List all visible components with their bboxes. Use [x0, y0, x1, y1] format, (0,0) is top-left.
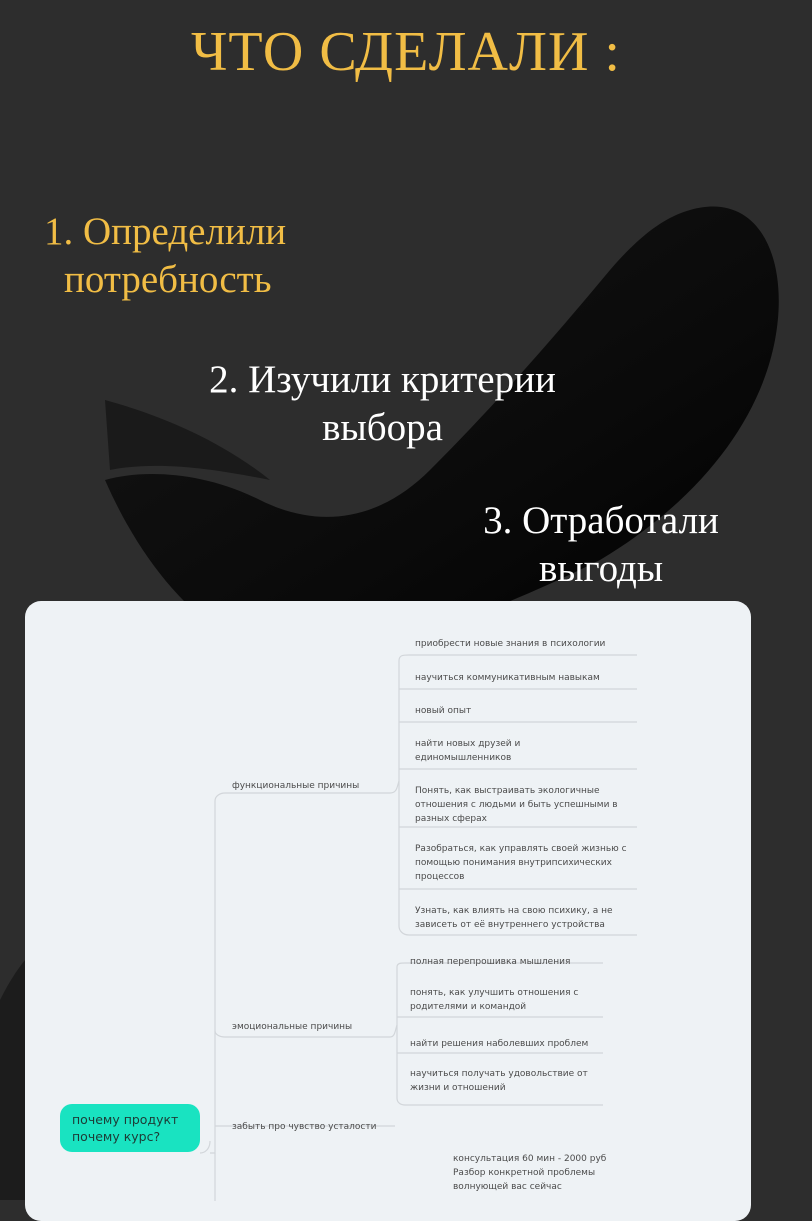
offer-note — [453, 1152, 643, 1194]
offer-line: консультация 60 мин - 2000 руб — [453, 1154, 607, 1164]
offer-line: волнующей вас сейчас — [453, 1182, 562, 1192]
root-line1: почему продукт — [72, 1112, 179, 1127]
step-2 — [170, 356, 595, 452]
step-1-line1: 1. Определили — [44, 210, 287, 253]
root-line2: почему курс? — [72, 1129, 161, 1144]
step-1-line2: потребность — [64, 258, 272, 301]
step-3-line2: выгоды — [538, 547, 664, 590]
leaf-item: новый опыт — [415, 706, 472, 716]
root-node — [60, 1104, 200, 1152]
branch-functional: функциональные причины — [232, 781, 360, 791]
leaf-item: научиться получать удовольствие от жизни и отношений — [410, 1069, 588, 1093]
step-3-line1: 3. Отработали — [483, 499, 719, 542]
branch-tiredness: забыть про чувство усталости — [232, 1122, 377, 1132]
step-2-line1: 2. Изучили критерии — [209, 358, 556, 401]
leaf-item: Понять, как выстраивать экологичные отношения с людьми и быть успешными в разных сферах — [415, 786, 618, 824]
offer-line: Разбор конкретной проблемы — [453, 1168, 596, 1178]
leaf-item: найти новых друзей и единомышленников — [415, 739, 521, 763]
leaf-item: понять, как улучшить отношения с родителями и командой — [410, 988, 579, 1012]
leaf-item: приобрести новые знания в психологии — [415, 639, 606, 649]
leaf-item: полная перепрошивка мышления — [410, 957, 571, 967]
mindmap-screenshot-card — [25, 601, 751, 1221]
step-2-line2: выбора — [322, 406, 443, 449]
leaf-item: научиться коммуникативным навыкам — [415, 673, 600, 683]
branch-emotional: эмоциональные причины — [232, 1022, 353, 1032]
step-3 — [465, 497, 737, 593]
leaf-item: Разобраться, как управлять своей жизнью с помощью понимания внутрипсихических процессов — [415, 844, 627, 882]
leaf-item: Узнать, как влиять на свою психику, а не зависеть от её внутреннего устройства — [415, 906, 613, 930]
page-title: ЧТО СДЕЛАЛИ : — [191, 21, 621, 83]
step-1 — [44, 208, 286, 304]
leaf-item: найти решения наболевших проблем — [410, 1039, 589, 1049]
